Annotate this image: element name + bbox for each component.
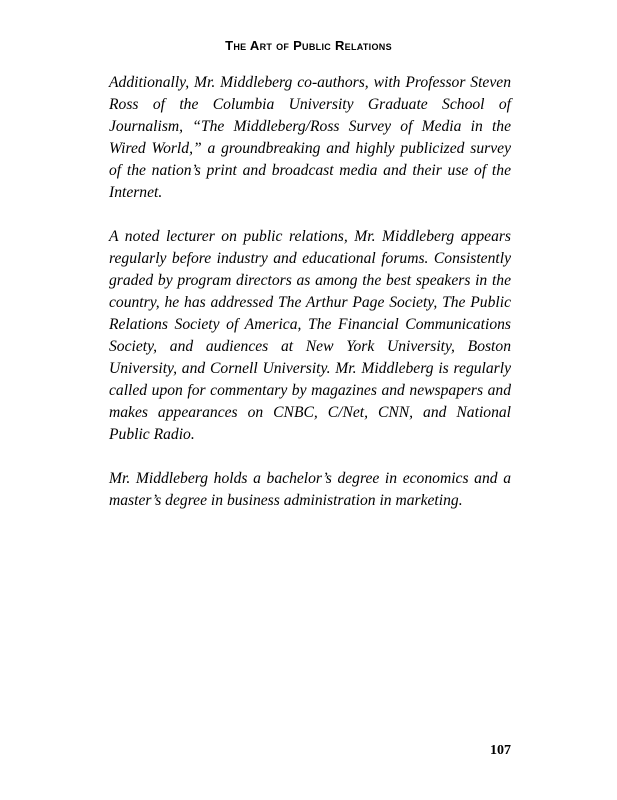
paragraph-lecturer: A noted lecturer on public relations, Mr. Middleberg appears regularly before industry and educational forums. Consistently graded by program directors as among the best speakers in the country, he has addressed The Arthur Page Society, The Public Relations Society of America, The Financial Communications Society, and audiences at New York University, Boston University, and Cornell University. Mr. Middleberg is regularly called upon for commentary by magazines and newspapers and makes appearances on CNBC, C/Net, CNN, and National Public Radio.: [109, 228, 511, 443]
body-text: [109, 72, 511, 534]
page-number: 107: [490, 743, 511, 758]
running-header-title: The Art of Public Relations: [225, 38, 392, 53]
paragraph-education: Mr. Middleberg holds a bachelor’s degree in economics and a master’s degree in business administration in marketing.: [109, 470, 511, 509]
paragraph-survey: Additionally, Mr. Middleberg co-authors, with Professor Steven Ross of the Columbia University Graduate School of Journalism, “The Middleberg/Ross Survey of Media in the Wired World,” a groundbreaking and highly publicized survey of the nation’s print and broadcast media and their use of the Internet.: [109, 74, 511, 201]
running-header: [0, 38, 617, 53]
